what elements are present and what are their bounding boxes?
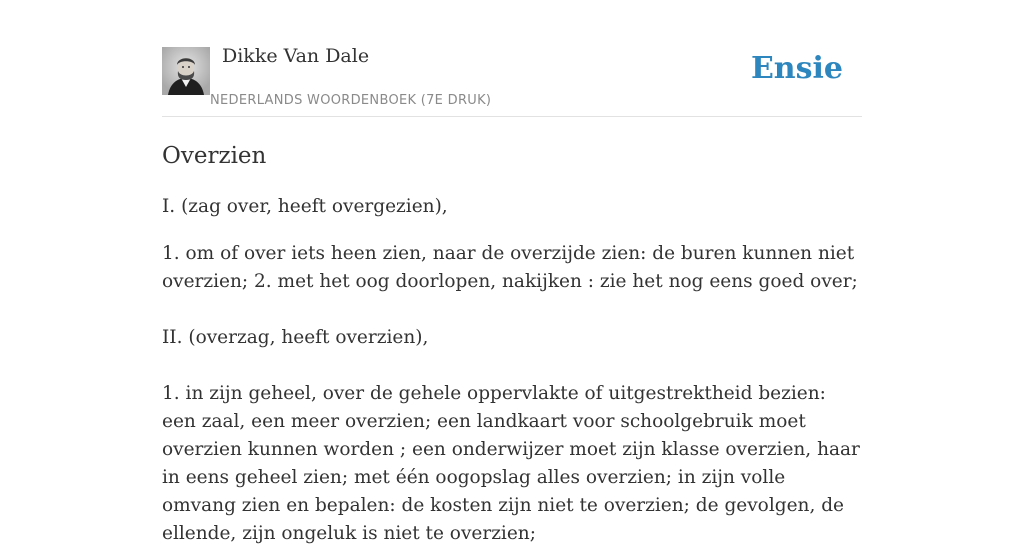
definition-paragraph: II. (overzag, heeft overzien), <box>162 327 429 348</box>
definition-paragraph: 1. in zijn geheel, over de gehele oppervlakte of uitgestrektheid bezien: een zaal, een meer overzien; een landkaart voor schoolgebruik moet overzien kunnen worden ; een onderwijzer moet zijn klasse overzien, haar in eens geheel zien; met één oogopslag alles overzien; in zijn volle omvang zien en bepalen: de kosten zijn niet te overzien; de gevolgen, de ellende, zijn ongeluk is niet te overzien; <box>162 383 860 544</box>
content-container <box>162 0 862 548</box>
dictionary-source: NEDERLANDS WOORDENBOEK (7E DRUK) <box>210 93 492 108</box>
author-avatar[interactable] <box>162 47 210 95</box>
portrait-image <box>162 47 210 95</box>
definition-paragraph: 1. om of over iets heen zien, naar de overzijde zien: de buren kunnen niet overzien; 2. met het oog doorlopen, nakijken : zie het nog eens goed over; <box>162 243 858 292</box>
definition-paragraph: I. (zag over, heeft overgezien), <box>162 196 448 217</box>
ensie-logo[interactable]: Ensie <box>750 51 843 86</box>
author-name[interactable]: Dikke Van Dale <box>222 45 370 67</box>
entry-title: Overzien <box>162 143 267 169</box>
article-body <box>162 142 862 548</box>
article-header <box>162 0 862 117</box>
